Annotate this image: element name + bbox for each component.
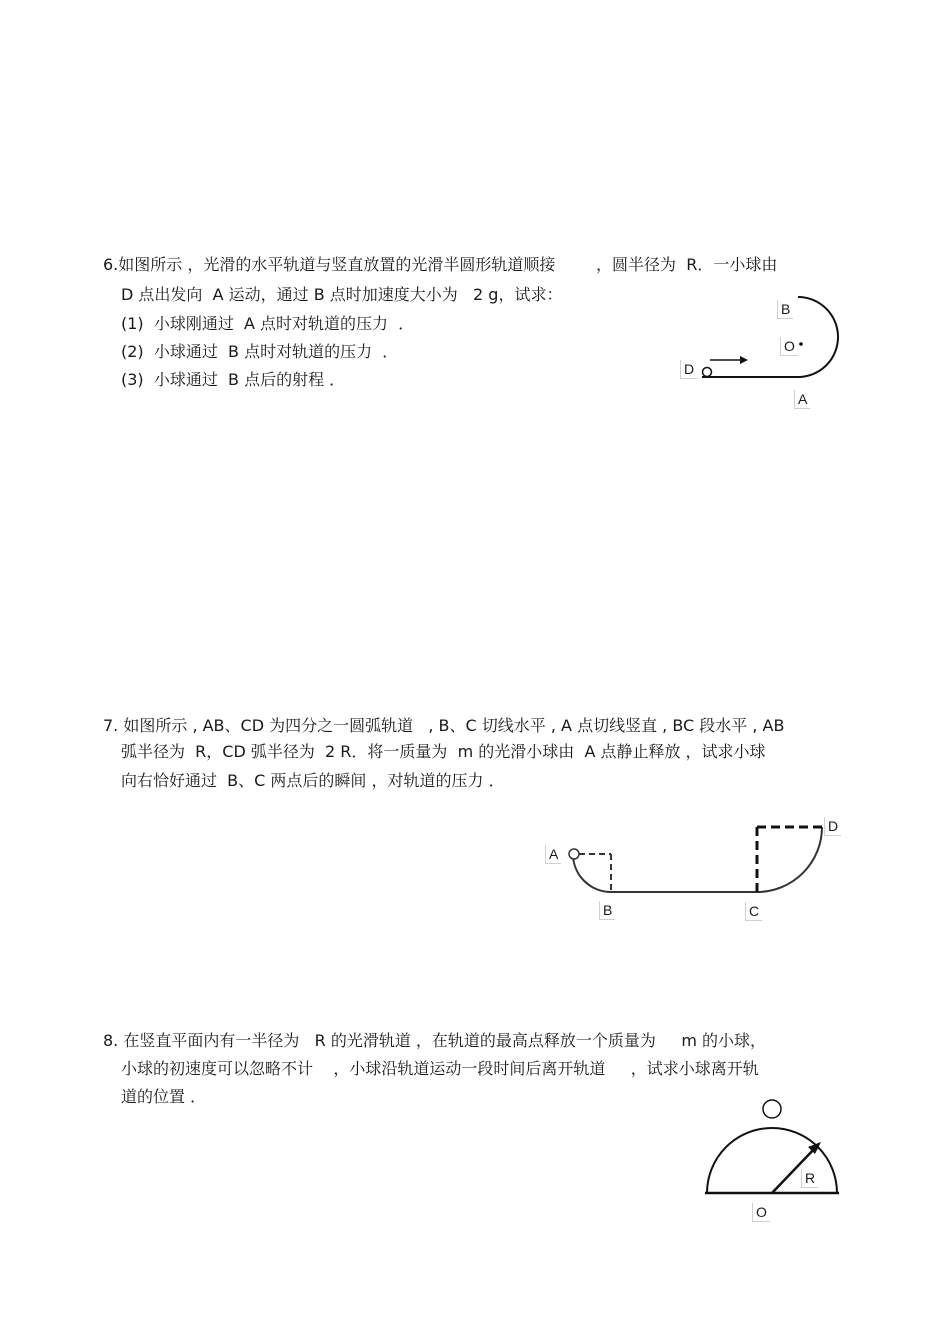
- q7-label-A: A: [545, 845, 561, 864]
- q8-line-1: 8. 在竖直平面内有一半径为 R 的光滑轨道 ，在轨道的最高点释放一个质量为 m 的小球，: [103, 1031, 767, 1050]
- q6-line-1: 6.如图所示 ，光滑的水平轨道与竖直放置的光滑半圆形轨道顺接 ，圆半径为 R．一小球由: [103, 255, 778, 274]
- q8-figure: [700, 1095, 850, 1230]
- q6-figure: [670, 290, 860, 420]
- q7-track-diagram: [540, 812, 850, 932]
- q7-figure: [540, 812, 850, 932]
- q8-track-diagram: [700, 1095, 850, 1230]
- q7-label-C: C: [745, 902, 762, 921]
- q6-line-4: (2) 小球通过 B 点时对轨道的压力 ．: [121, 342, 399, 361]
- q8-line-3: 道的位置 ．: [121, 1087, 207, 1106]
- ball-icon: [763, 1100, 781, 1118]
- q6-line-2: D 点出发向 A 运动，通过 B 点时加速度大小为 2 g，试求：: [121, 285, 563, 304]
- q8-label-R: R: [801, 1169, 818, 1188]
- q6-label-D: D: [680, 360, 697, 379]
- q7-label-D: D: [824, 817, 841, 836]
- q6-label-O: O: [780, 337, 798, 356]
- q6-line-5: (3) 小球通过 B 点后的射程 ．: [121, 370, 346, 389]
- q7-line-1: 7. 如图所示 , AB、CD 为四分之一圆弧轨道 , B、C 切线水平 , A 点切线竖直 , BC 段水平 , AB: [103, 716, 785, 735]
- q6-track-diagram: [670, 290, 860, 420]
- ball-icon: [569, 849, 579, 859]
- q7-label-B: B: [599, 901, 615, 920]
- q6-label-A: A: [794, 390, 810, 409]
- q8-line-2: 小球的初速度可以忽略不计 ，小球沿轨道运动一段时间后离开轨道 ，试求小球离开轨: [121, 1059, 759, 1078]
- q6-label-B: B: [777, 300, 793, 319]
- q7-line-2: 弧半径为 R，CD 弧半径为 2 R．将一质量为 m 的光滑小球由 A 点静止释放 ，试求小球: [121, 742, 766, 761]
- q8-label-O: O: [752, 1203, 770, 1222]
- ball-icon: [703, 368, 712, 377]
- q7-line-3: 向右恰好通过 B、C 两点后的瞬间 ，对轨道的压力 ．: [121, 771, 505, 790]
- q6-line-3: (1) 小球刚通过 A 点时对轨道的压力 ．: [121, 314, 415, 333]
